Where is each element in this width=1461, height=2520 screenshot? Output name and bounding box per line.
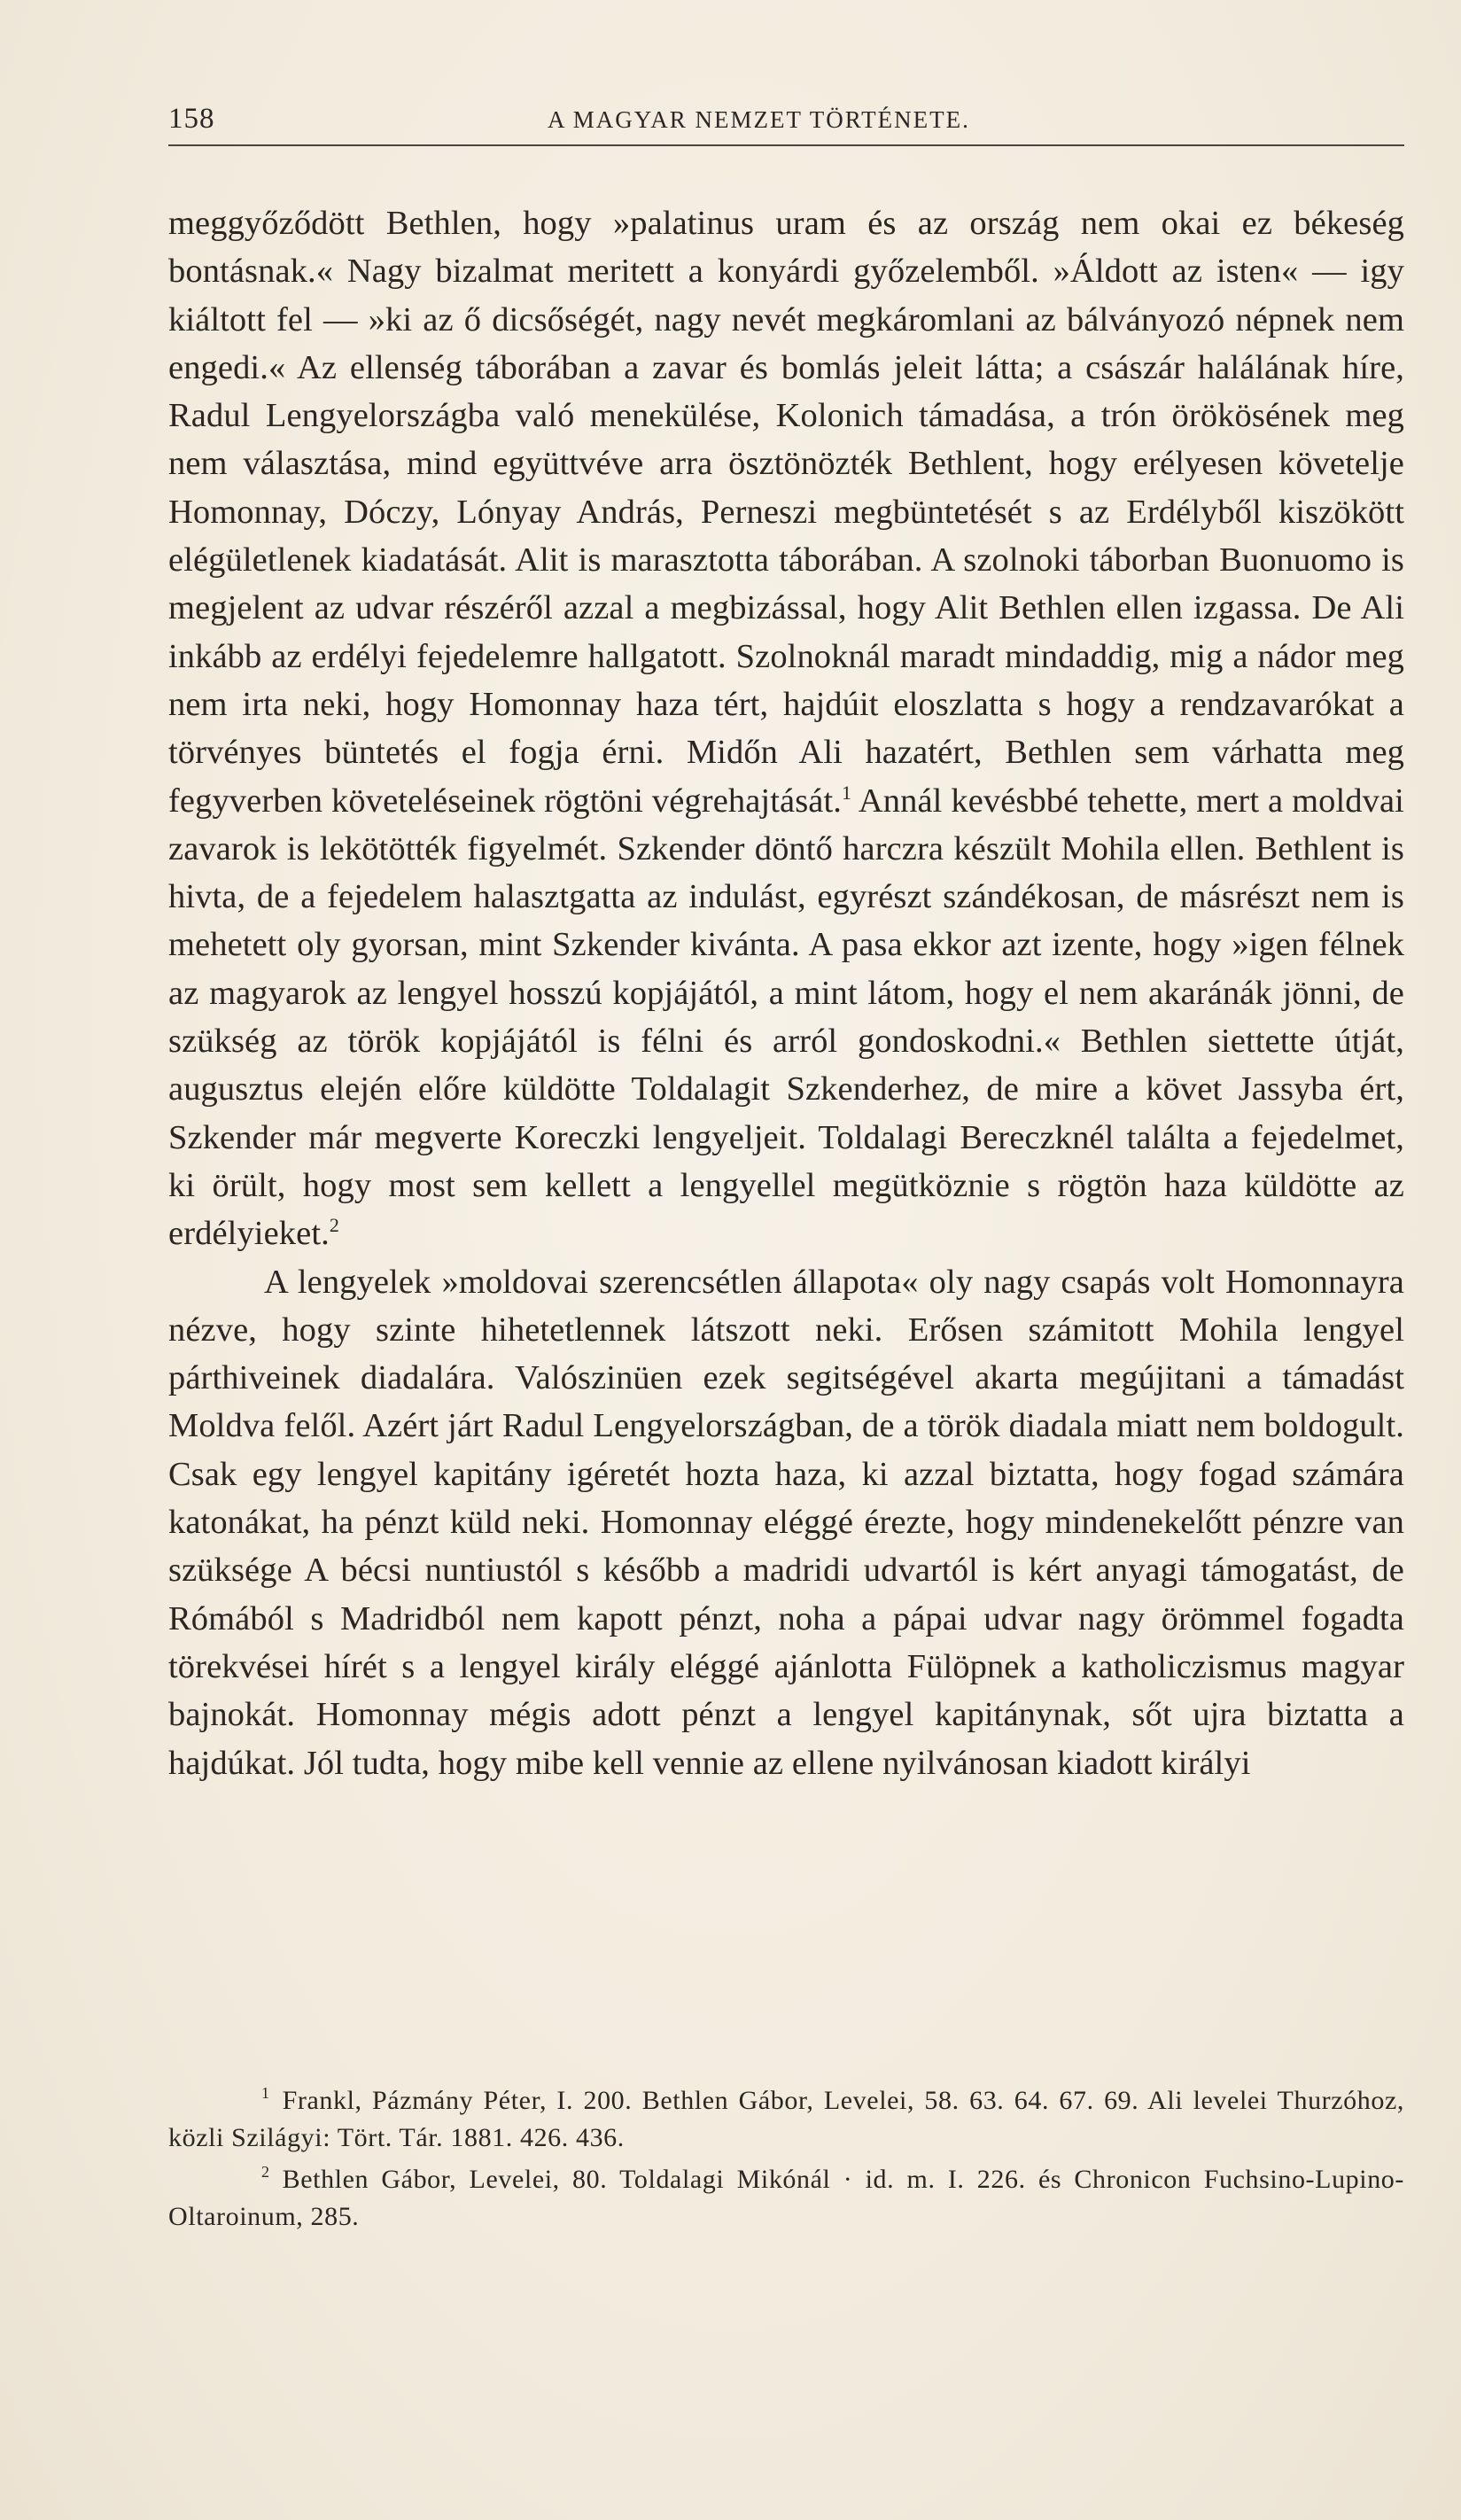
footnotes xyxy=(168,2082,1404,2240)
footnote-reference: 2 xyxy=(329,1214,339,1237)
text-run: meggyőződött Bethlen, hogy »palatinus uram és az ország nem okai ez békeség bontásnak.« Nagy bizalmat meritett a konyárdi győzelemből. »Áldott az isten« — igy kiáltott fel — »ki az ő dicsőségét, nagy nevét megkáromlani az bálványozó népnek nem engedi.« Az ellenség táborában a zavar és bomlás jeleit látta; a császár halálának híre, Radul Lengyelországba való menekülése, Kolonich támadása, a trón örökösének meg nem választása, mind együttvéve arra ösztönözték Bethlent, hogy erélyesen követelje Homonnay, Dóczy, Lónyay András, Perneszi megbüntetését s az Erdélyből kiszökött elégületlenek kiadatását. Alit is marasztotta táborában. A szolnoki táborban Buonuomo is megjelent az udvar részéről azzal a megbizással, hogy Alit Bethlen ellen izgassa. De Ali inkább az erdélyi fejedelemre hallgatott. Szolnoknál maradt mindaddig, mig a nádor meg nem irta neki, hogy Homonnay haza tért, hajdúit eloszlatta s hogy a rendzavarókat a törvényes büntetés el fogja érni. Midőn Ali hazatért, Bethlen sem várhatta meg fegyverben követeléseinek rögtöni végrehajtását. xyxy=(168,205,1404,820)
running-title: A MAGYAR NEMZET TÖRTÉNETE. xyxy=(548,106,970,133)
page-number: 158 xyxy=(168,103,215,135)
text-run: A lengyelek »moldovai szerencsétlen állapota« oly nagy csapás volt Homonnayra nézve, hogy szinte hihetetlennek látszott neki. Erősen számitott Mohila lengyel párthiveinek diadalára. Valószinüen ezek segitségével akarta megújitani a támadást Moldva felől. Azért járt Radul Lengyelországban, de a török diadala miatt nem boldogult. Csak egy lengyel kapitány igéretét hozta haza, ki azzal biztatta, hogy fogad számára katonákat, ha pénzt küld neki. Homonnay eléggé érezte, hogy mindenekelőtt pénzre van szüksége A bécsi nuntiustól s később a madridi udvartól is kért anyagi támogatást, de Rómából s Madridból nem kapott pénzt, noha a pápai udvar nagy örömmel fogadta törekvései hírét s a lengyel király eléggé ajánlotta Fülöpnek a katholiczismus magyar bajnokát. Homonnay mégis adott pénzt a lengyel kapitánynak, sőt ujra biztatta a hajdúkat. Jól tudta, hogy mibe kell vennie az ellene nyilvánosan kiadott királyi xyxy=(168,1263,1404,1782)
main-text xyxy=(168,199,1404,1787)
footnote-text: Frankl, Pázmány Péter, I. 200. Bethlen Gábor, Levelei, 58. 63. 64. 67. 69. Ali levelei Thurzóhoz, közli Szilágyi: Tört. Tár. 1881. 426. 436. xyxy=(168,2086,1404,2152)
paragraph xyxy=(168,199,1404,1258)
paragraph xyxy=(168,1258,1404,1787)
footnote-reference: 1 xyxy=(842,781,852,804)
footnote-mark: 2 xyxy=(261,2163,270,2181)
text-run: Annál kevésbbé tehette, mert a moldvai zavarok is lekötötték figyelmét. Szkender döntő harczra készült Mohila ellen. Bethlent is hivta, de a fejedelem halasztgatta az indulást, egyrészt szándékosan, de másrészt nem is mehetett oly gyorsan, mint Szkender kivánta. A pasa ekkor azt izente, hogy »igen félnek az magyarok az lengyel hosszú kopjájától, a mint látom, hogy el nem akaránák jönni, de szükség az török kopjájától is félni és arról gondoskodni.« Bethlen siettette útját, augusztus elején előre küldötte Toldalagit Szkenderhez, de mire a követ Jassyba ért, Szkender már megverte Koreczki lengyeljeit. Toldalagi Bereczknél találta a fejedelmet, ki örült, hogy most sem kellett a lengyellel megütköznie s rögtön haza küldötte az erdélyieket. xyxy=(168,782,1404,1253)
page-header xyxy=(168,96,1409,149)
footnote-text: Bethlen Gábor, Levelei, 80. Toldalagi Mikónál · id. m. I. 226. és Chronicon Fuchsino-Lupino-Oltaroinum, 285. xyxy=(168,2165,1404,2231)
footnote-mark: 1 xyxy=(261,2084,270,2102)
header-rule xyxy=(168,144,1404,146)
footnote xyxy=(168,2082,1404,2157)
footnote xyxy=(168,2161,1404,2236)
